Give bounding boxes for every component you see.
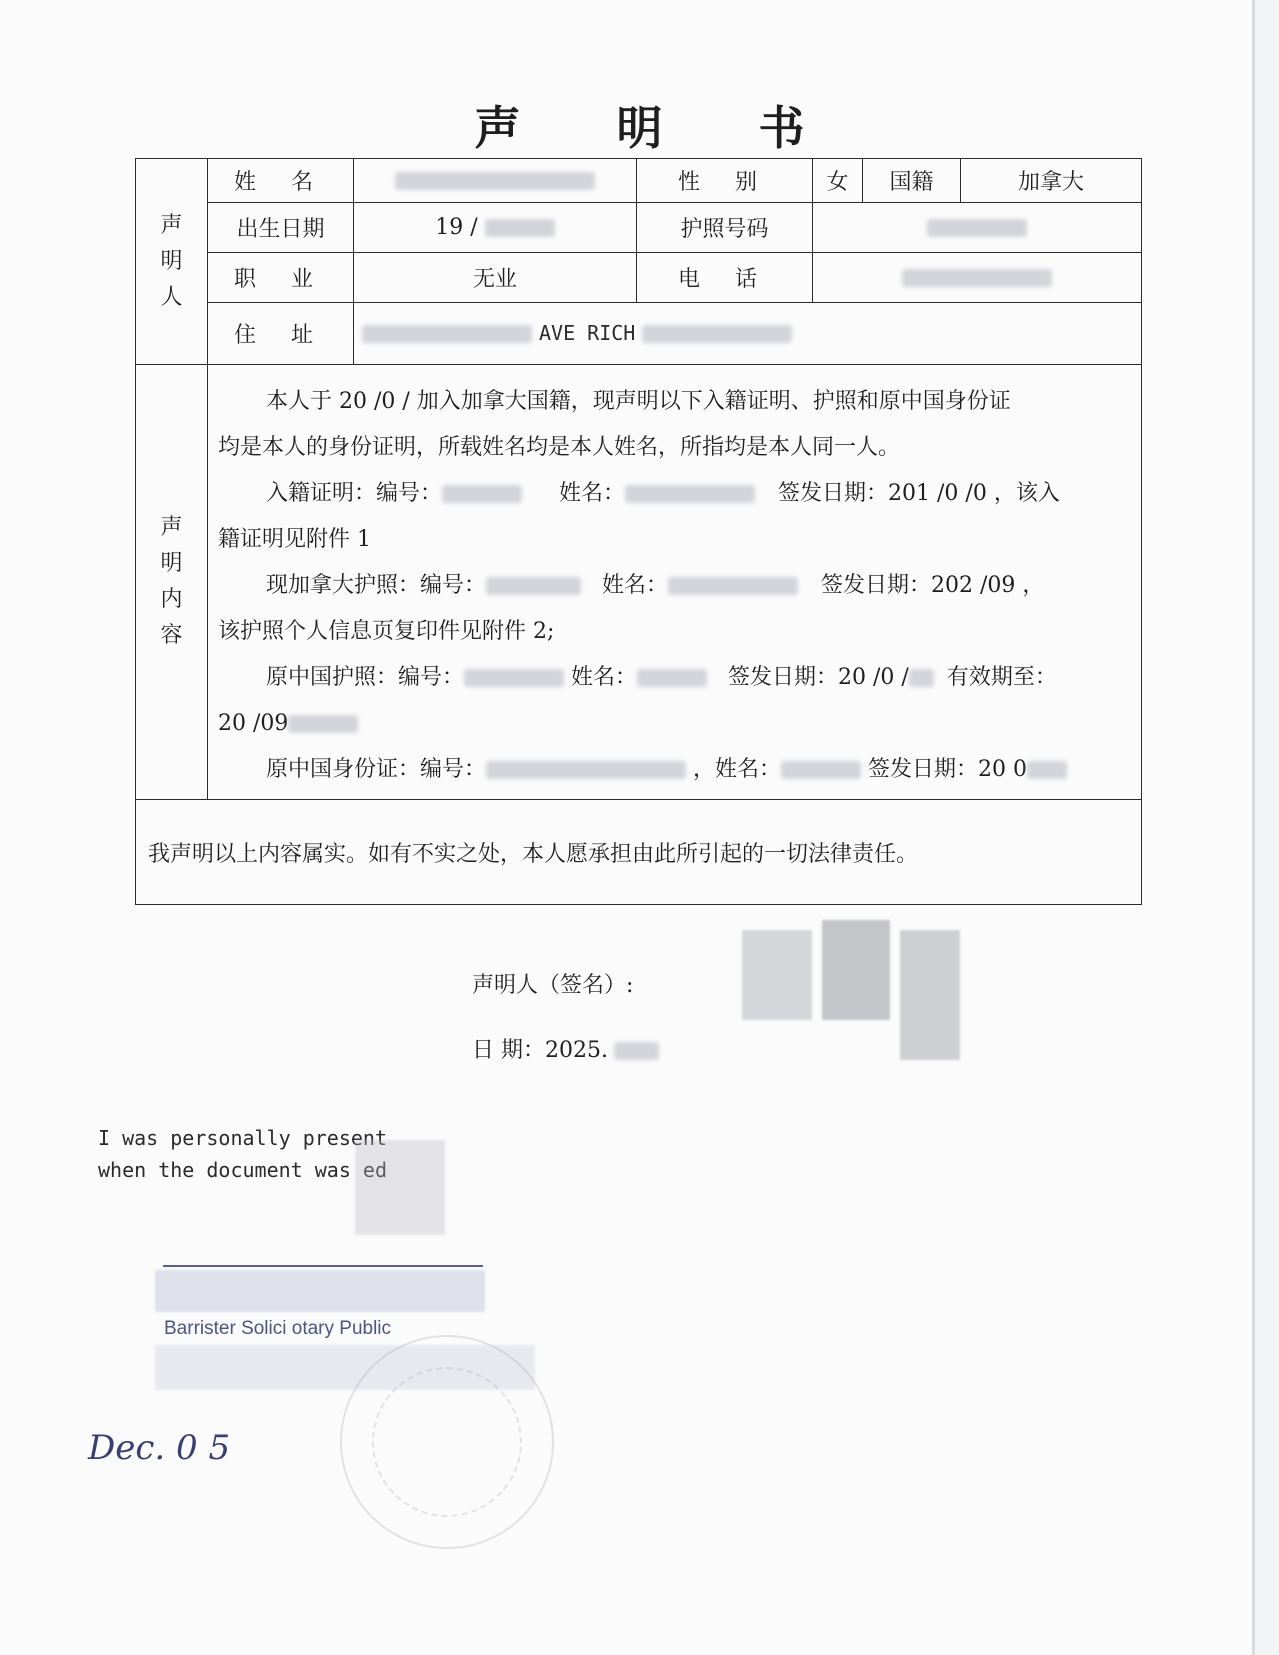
content-paragraph-5: 原中国身份证：编号： ，姓名： 签发日期：20 0 bbox=[218, 747, 1131, 793]
notary-seal bbox=[340, 1335, 554, 1549]
signature-label: 声明人（签名）: bbox=[472, 973, 634, 998]
label-name: 姓 名 bbox=[208, 159, 354, 203]
label-passport-no: 护照号码 bbox=[637, 203, 813, 253]
notary-line-1: I was personally present bbox=[98, 1126, 387, 1150]
value-passport-no bbox=[813, 203, 1142, 253]
value-name bbox=[354, 159, 637, 203]
label-address: 住 址 bbox=[208, 303, 354, 365]
statement-of-truth: 我声明以上内容属实。如有不实之处，本人愿承担由此所引起的一切法律责任。 bbox=[136, 800, 1142, 905]
notary-title: Barrister Solici otary Public bbox=[164, 1318, 392, 1339]
value-phone bbox=[813, 253, 1142, 303]
content-paragraph-3: 现加拿大护照：编号： 姓名： 签发日期：202 /09 ， bbox=[266, 573, 1045, 598]
label-gender: 性 别 bbox=[637, 159, 813, 203]
content-paragraph-4-cont: 20 /09 bbox=[218, 701, 1131, 747]
value-nationality: 加拿大 bbox=[961, 159, 1142, 203]
content-paragraph-2: 入籍证明：编号： 姓名： 签发日期：201 /0 /0 ，该入 bbox=[266, 481, 1060, 506]
handwritten-date: Dec. 0 5 bbox=[88, 1428, 231, 1468]
content-paragraph-1-cont: 均是本人的身份证明，所载姓名均是本人姓名，所指均是本人同一人。 bbox=[218, 435, 901, 460]
content-paragraph-3-cont: 该护照个人信息页复印件见附件 2; bbox=[218, 619, 555, 644]
value-gender: 女 bbox=[813, 159, 863, 203]
section-content-label: 声明内容 bbox=[136, 365, 208, 800]
declaration-content bbox=[208, 365, 1142, 800]
date-label: 日 期：2025. bbox=[472, 1033, 659, 1064]
label-occupation: 职 业 bbox=[208, 253, 354, 303]
content-paragraph-4: 原中国护照：编号： 姓名： 签发日期：20 /0 / 有效期至： bbox=[266, 665, 1057, 690]
label-nationality: 国籍 bbox=[863, 159, 961, 203]
page-edge bbox=[1252, 0, 1255, 1655]
section-declarant-label: 声明人 bbox=[136, 159, 208, 365]
value-birth-date: 19 / bbox=[354, 203, 637, 253]
label-phone: 电 话 bbox=[637, 253, 813, 303]
document-title: 声 明 书 bbox=[474, 101, 845, 155]
declaration-table bbox=[135, 158, 1142, 905]
value-address: AVE RICH bbox=[354, 303, 1142, 365]
notary-line-2: when the document was ed bbox=[98, 1158, 387, 1182]
content-paragraph-1: 本人于 20 /0 / 加入加拿大国籍，现声明以下入籍证明、护照和原中国身份证 bbox=[266, 389, 1011, 414]
label-birth-date: 出生日期 bbox=[208, 203, 354, 253]
content-paragraph-2-cont: 籍证明见附件 1 bbox=[218, 527, 371, 552]
value-occupation: 无业 bbox=[354, 253, 637, 303]
